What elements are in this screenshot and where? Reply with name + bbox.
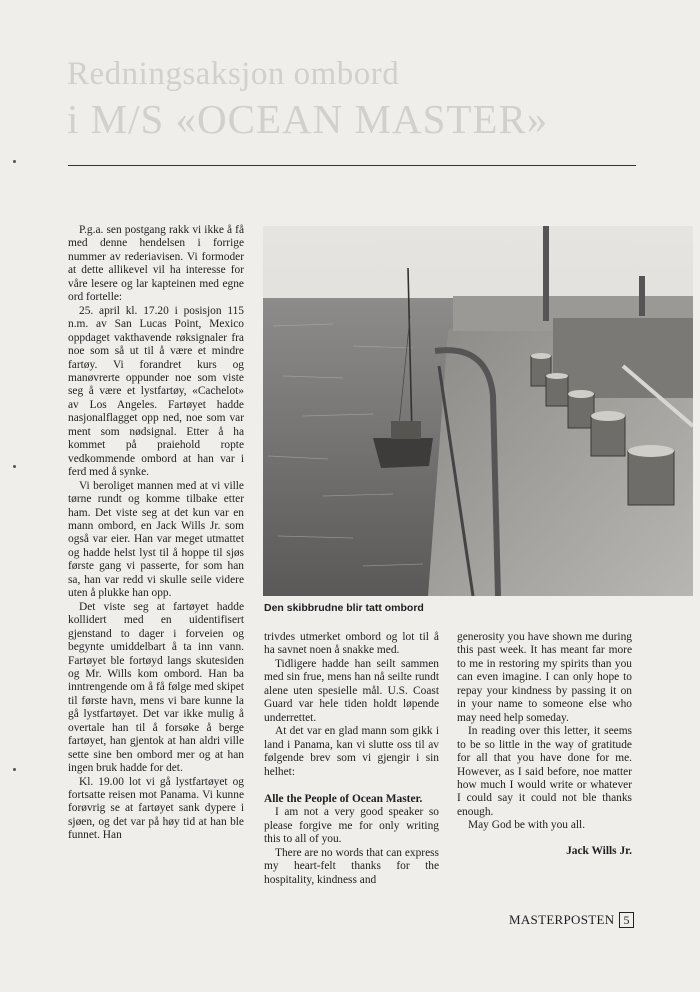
paragraph: Tidligere hadde han seilt sammen med sin frue, mens han nå seilte rundt alene uten spesielle mål. U.S. Coast Guard var hele tiden holdt løpende underrettet. xyxy=(264,657,439,724)
title-line-1: Redningsaksjon ombord xyxy=(67,56,400,92)
article-column-2 xyxy=(264,631,439,887)
paragraph: Det viste seg at fartøyet hadde kollidert med en uidentifisert gjenstand to dager i forveien og begynte umiddelbart å ta inn vann. Fartøyet ble fortøyd langs skutesiden og Mr. Wills kom ombord. Han ba inntrengende om å få følge med skipet til første havn, mens vi bare kunne la gå lystfartøyet. Det var ikke mulig å overtale han til å forsøke å berge fartøyet, han gjentok at han aldri ville sette sine ben ombord mer og at han ingen bruk hadde for det. xyxy=(68,600,244,775)
paragraph: 25. april kl. 17.20 i posisjon 115 n.m. av San Lucas Point, Mexico oppdaget vakthavende røksignaler fra noe som så ut til å være et mindre fartøy. Vi forandret kurs og manøvrerte oppunder noe som viste seg å være et lystfartøy, «Cachelot» av Los Angeles. Fartøyet hadde nasjonalflagget opp ned, noe som var ment som nødsignal. Etter å ha kommet på praiehold ropte vedkommende ombord at han var i ferd med å synke. xyxy=(68,304,244,479)
paragraph: At det var en glad mann som gikk i land i Panama, kan vi slutte oss til av følgende brev som vi gjengir i sin helhet: xyxy=(264,725,439,778)
paragraph: I am not a very good speaker so please forgive me for only writing this to all of you. xyxy=(264,806,439,846)
article-column-1 xyxy=(68,224,244,843)
paragraph: There are no words that can express my heart-felt thanks for the hospitality, kindness and xyxy=(264,846,439,886)
paragraph: Vi beroliget mannen med at vi ville tørne rundt og komme tilbake etter ham. Det viste seg at det kun var en mann ombord, en Jack Wills Jr. som også var eier. Han var meget utmattet og hadde helst lyst til å hoppe til sjøs første gang vi passerte, for som han sa, han var redd vi skulle seile videre uten å plukke han opp. xyxy=(68,479,244,600)
paragraph: generosity you have shown me during this past week. It has meant far more to me in restoring my spirits than you can even imagine. I can only hope to repay your kindness by passing it on in your name to someone else who may need help someday. xyxy=(457,631,632,724)
ship-deck-photo xyxy=(263,226,693,596)
scan-speck xyxy=(13,768,16,771)
article-title xyxy=(67,58,548,140)
title-line-2: i M/S «OCEAN MASTER» xyxy=(67,96,549,142)
page-footer xyxy=(509,912,634,928)
title-rule xyxy=(68,165,636,166)
scan-speck xyxy=(13,160,16,163)
article-column-3 xyxy=(457,631,632,858)
publication-name: MASTERPOSTEN xyxy=(509,912,615,927)
scan-speck xyxy=(13,465,16,468)
paragraph: May God be with you all. xyxy=(468,819,586,832)
paragraph: P.g.a. sen postgang rakk vi ikke å få med denne hendelsen i forrige nummer av rederiavisen. Vi formoder at dette allikevel vil ha interesse for våre lesere og lar kapteinen med egne ord fortelle: xyxy=(68,224,244,304)
paragraph: In reading over this letter, it seems to be so little in the way of gratitude for all that you have done for me. However, as I said before, noe matter how much I would write or whatever I could say it could not ble thanks enough. xyxy=(457,725,632,818)
letter-signature: Jack Wills Jr. xyxy=(566,844,632,857)
paragraph: trivdes utmerket ombord og lot til å ha savnet noen å snakke med. xyxy=(264,631,439,657)
page-number: 5 xyxy=(619,912,633,928)
photo-caption: Den skibbrudne blir tatt ombord xyxy=(264,602,424,614)
paragraph: Kl. 19.00 lot vi gå lystfartøyet og fortsatte reisen mot Panama. Vi kunne forøvrig se at fartøyet sank dypere i sjøen, og det var på høy tid at han ble funnet. Han xyxy=(68,775,244,842)
letter-salutation: Alle the People of Ocean Master. xyxy=(264,792,423,805)
